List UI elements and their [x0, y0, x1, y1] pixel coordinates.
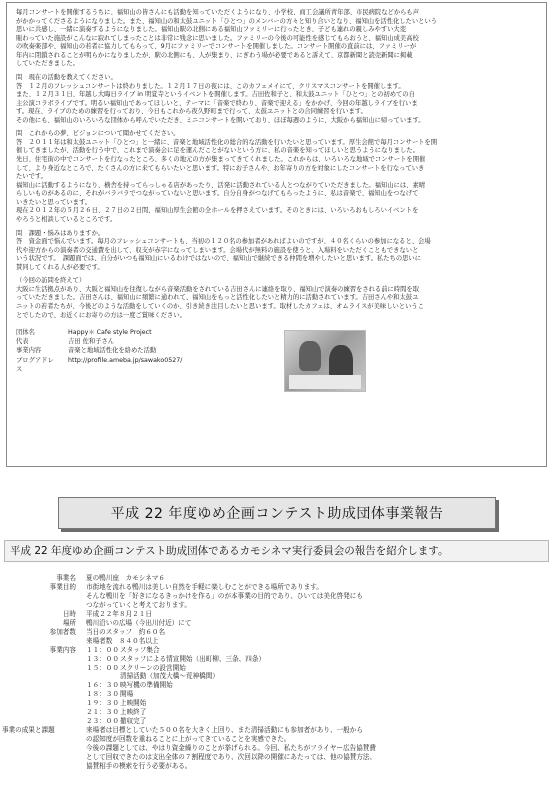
article-line: たいです。 — [16, 173, 47, 181]
schedule-desc: スクリーンの設営開始 — [120, 663, 186, 672]
schedule-desc: スタッフによる情宣開始（出町柳、三条、四条） — [120, 654, 266, 663]
article-line: いきたいと思っています。 — [16, 198, 92, 206]
results-text — [86, 726, 553, 771]
group-profile — [16, 328, 537, 398]
article-line: また、１２月３１日、年越し大晦日ライブ in 明覚寺というイベントを開催します。吉田佐和子と、和太鼓ユニット「ひとつ」との初めての自 — [16, 91, 415, 99]
report-row — [0, 610, 553, 619]
schedule-desc: 映写機の準備開始 — [120, 681, 173, 690]
article-line: 主公演コラボライブです。明るい福知山であってほしいと、テーマに「音楽で終わり、音楽で迎える」をかかげ、今回の年越しライブを行いま — [16, 99, 418, 107]
article-body — [16, 9, 537, 320]
event-report — [0, 574, 553, 771]
report-value — [86, 574, 553, 583]
report-value — [86, 583, 553, 610]
profile-key: 代表 — [16, 338, 29, 346]
schedule-desc: 撤収完了 — [120, 717, 147, 726]
article-line: 福知山に活動するようになり、横舎を持ってらっしゃる店があったり、活発に活動されている人とつながりていただきました。福知山には、素晴 — [16, 181, 426, 189]
schedule-time: １６：３０ — [86, 681, 119, 690]
schedule-time: １８：３０ — [86, 690, 119, 699]
profile-value: 音楽と地域活性化を絡めた活動 — [68, 347, 157, 355]
article-line: す。現在、ライブのための練習を行っており、今日もこれから夜久野町まで行って、太鼓ユニットとの合同練習を行います。 — [16, 108, 367, 116]
profile-value: http://profile.ameba.jp/sawako0527/ — [68, 356, 183, 364]
profile-row — [16, 356, 537, 374]
profile-key: 団体名 — [16, 329, 35, 337]
article-line: っていただきました。吉田さんは、福知山に頻繁に通われて、福知山をもっと活性化したいと精力的に活動されています。吉田さんや和太鼓ユ — [16, 294, 419, 302]
report-value-line: そんな鴨川を「好きになるきっかけを作る」のが本事業の目的であり、ひいては美化啓発にも — [86, 591, 363, 600]
schedule-item — [86, 646, 553, 655]
schedule-desc: 上映開始 — [120, 699, 147, 708]
report-label: 事業目的 — [49, 582, 76, 591]
schedule-time: １５：００ — [86, 663, 119, 672]
profile-table — [16, 328, 537, 374]
article-paragraph — [16, 230, 537, 273]
report-rows — [0, 574, 553, 646]
schedule-label: 事業内容 — [49, 645, 76, 654]
results-label: 事業の成果と課題 — [2, 726, 55, 735]
profile-row — [16, 337, 537, 346]
report-value-line: 当日のスタッフ 約６０名 — [86, 627, 166, 636]
article-paragraph — [16, 277, 537, 320]
report-row — [0, 574, 553, 583]
report-label: 日時 — [62, 609, 76, 618]
schedule-time: ２１：３０ — [86, 708, 119, 717]
article-paragraph — [16, 9, 537, 69]
schedule-desc: 開場 — [120, 690, 134, 699]
article-line: やろうと相談しているところです。 — [16, 215, 117, 223]
article-line: （今回の訪問を終えて） — [16, 277, 86, 285]
profile-value: Happy＊ Cafe style Project — [68, 329, 152, 337]
results-line: 協賛相手の模索を行う必要がある。 — [86, 762, 192, 771]
profile-key: 事業内容 — [16, 347, 42, 355]
report-banner — [58, 497, 496, 529]
results-line: 今後の課題としては、やはり資金繰りのことが挙げられる。今回、私たちがフライヤー広告協賛費 — [86, 744, 376, 753]
article-line: とでしたので、お近くにお寄りの方は一度ご賞味ください。 — [16, 311, 186, 319]
article-line: 問 これからの夢、ビジョンについて聞かせてください。 — [16, 130, 180, 138]
article-line: 先日、住宅街の中でコンサートを行なったところ、多くの地元の方が集まってきてくれました。これからは、いろいろな地域でコンサートを開催 — [16, 156, 426, 163]
article-paragraph — [16, 74, 537, 125]
report-value — [86, 619, 553, 628]
results-row — [0, 726, 553, 771]
profile-value: 吉田 佐和子さん — [68, 338, 115, 346]
schedule-time: １９：３０ — [86, 699, 119, 708]
report-row — [0, 628, 553, 646]
article-line: 大阪に生活拠点があり、大阪と福知山を往復しながら音楽活動をされている吉田さんに連絡を取り、福知山で演奏の練習をされる前に時間を取 — [16, 285, 419, 293]
schedule-item — [86, 690, 553, 699]
schedule-time: １１：００ — [86, 645, 119, 654]
article-line: していただきました。 — [16, 60, 79, 68]
results-line: として回収できたのは支出全体の７割程度であり、次回以降の開催にあたっては、他の協賛方法、 — [86, 753, 377, 762]
article-line: がかかってくださるようになりました。また、福知山の和太鼓ユニット「ひとつ」のメンバーの方々と知り合いとなり、福知山を活性化したいという — [16, 17, 438, 25]
article-line: の吹奏楽部や、福知山の若者に協力してもらって、9月にファミリーでコンサートを開催しました。コンサート開催の直前には、ファミリーが — [16, 43, 417, 51]
article-line: 催してきましたが、活動を行う中で、これまで演奏会に足を運んだことがないという方に、私の音楽を知ってほしいと思うようになりました。 — [16, 147, 419, 155]
schedule-item — [86, 699, 553, 708]
schedule-desc: 清掃活動（加茂大橋～荒神橋間） — [120, 672, 219, 681]
interview-photo — [284, 330, 366, 392]
article-paragraph — [16, 130, 537, 224]
schedule-desc: スタッフ集合 — [120, 645, 160, 654]
report-value — [86, 610, 553, 619]
schedule-row — [0, 646, 553, 727]
schedule-list — [86, 646, 553, 727]
schedule-item — [86, 717, 553, 726]
report-value-line: 夏の鴨川座 カモシネマ６ — [86, 574, 165, 582]
article-line: ニットの若者たちが、今後どのような活動をしていくのか、引き続き注目したいと思います。取材したカフェは、オムライスが美味しいというこ — [16, 303, 424, 310]
schedule-time: ２３：００ — [86, 717, 119, 726]
article-line: 答 資金面で悩んでいます。毎月のフレッシュコンサートも、当初の１２０名の参加者があればよいのですが、４０名くらいの参加になると、会場 — [16, 238, 431, 246]
profile-row — [16, 328, 537, 337]
article-line: 毎月コンサートを開催するうちに、福知山の皆さんにも活動を知っていただくようになり、小学校、商工会議所青年部、市民病院などからも声 — [16, 9, 419, 16]
report-label: 事業名 — [56, 574, 76, 582]
article-line: 現在２０１２年の５月２６日、２７日の２日間、福知山厚生会館の全ホールを押さえています。そのときには、いろいろおもしろいイベントを — [16, 207, 419, 215]
schedule-desc: 上映終了 — [120, 708, 147, 717]
schedule-item — [86, 681, 553, 690]
banner-title: 平成 22 年度ゆめ企画コンテスト助成団体事業報告 — [110, 506, 444, 522]
report-label: 場所 — [62, 618, 76, 627]
report-value-line: つながっていくと考えております。 — [86, 600, 191, 609]
report-value — [86, 628, 553, 646]
report-row — [0, 583, 553, 610]
article-line: らしいものがあるのに、それがバラバラでつながっていないと思います。自分自身がつなげてもらったように、私は音楽で、福知山をつなげて — [16, 190, 419, 198]
article-line: 答 １２月のフレッシュコンサートは終わりました。１２月１７日の夜には、このカフェメイにて、クリスマスコンサートを開催します。 — [16, 82, 405, 90]
article-line: 思いに共感し、一緒に演奏するようになりました。福知山駅の北側にある福知山ファミリーに行ったとき、子ども連れの親しみやすい大変 — [16, 26, 407, 34]
report-value-line: 平成２２年８月２１日 — [86, 609, 152, 618]
article-line: 賛同してくれる人が必要です。 — [16, 263, 104, 271]
profile-key: ブログアドレス — [16, 356, 54, 373]
article-line: 代や迎方からの演奏者の交通費を出して、収支が赤字になってしまいます。会場代が無料の施設を使うと、入場料をいただくこともできないと — [16, 246, 419, 254]
report-value-line: 来場者数 ８４０名以上 — [86, 636, 159, 645]
article-line: いう状況です。 課題面では、自分がいつも福知山にいるわけではないので、福知山で継続できる仲間を増やしたいと思います。私たちの思いに — [16, 255, 422, 263]
report-subtitle — [4, 540, 549, 562]
results-line: の認知度が回数を重ねることに上がってきていることを実感できた。 — [86, 735, 291, 744]
schedule-item — [86, 708, 553, 717]
schedule-item — [86, 655, 553, 664]
article-line: 問 現在の活動を教えてください。 — [16, 73, 117, 81]
article-line: 答 ２０１１年は和太鼓ユニット「ひとつ」と一緒に、音楽と地域活性化の総合的な活動を行いたいと思っています。厚生会館で毎月コンサートを開 — [16, 138, 438, 146]
article-line: その他にも、福知山のいろいろな団体から呼んでいただき、ミニコンサートを開いており、ほぼ毎週のように、大阪から福知山に帰っています。 — [16, 116, 425, 124]
interview-article — [6, 2, 547, 467]
article-line: 年内に閉鎖されることが明らかになりましたが、駅の北側にも、人が集まり、にぎわう場が必要であると訴えて、京都新聞と読売新聞に掲載 — [16, 51, 413, 59]
article-line: して、より身近なところで、たくさんの方に来てもらいたいと思います。特にお子さんや、お年寄りの方を対象にしたコンサートを行なっていき — [16, 164, 425, 172]
profile-row — [16, 346, 537, 355]
results-line: 来場者は目標としていた５００名を大きく上回り、また清掃活動にも参加者があり、一般から — [86, 726, 363, 735]
article-line: 問 課題・悩みはありますか。 — [16, 229, 105, 237]
article-line: 賑わっていた施設がこんなに寂れてしまったことは非常に残念に思いました。ファミリーの今後の可能性を感じてもらおうと、福知山成美高校 — [16, 34, 419, 42]
subtitle-text: 平成 22 年度ゆめ企画コンテスト助成団体であるカモシネマ実行委員会の報告を紹介します。 — [10, 545, 449, 557]
report-value-line: 市街地を流れる鴨川は美しい自然を手軽に楽しむことができる場所であります。 — [86, 582, 323, 591]
schedule-time — [86, 672, 120, 681]
report-value-line: 鴨川沿いの広場（今出川付近）にて — [86, 618, 192, 627]
schedule-time: １３：００ — [86, 654, 119, 663]
report-row — [0, 619, 553, 628]
report-label: 参加者数 — [49, 627, 76, 636]
